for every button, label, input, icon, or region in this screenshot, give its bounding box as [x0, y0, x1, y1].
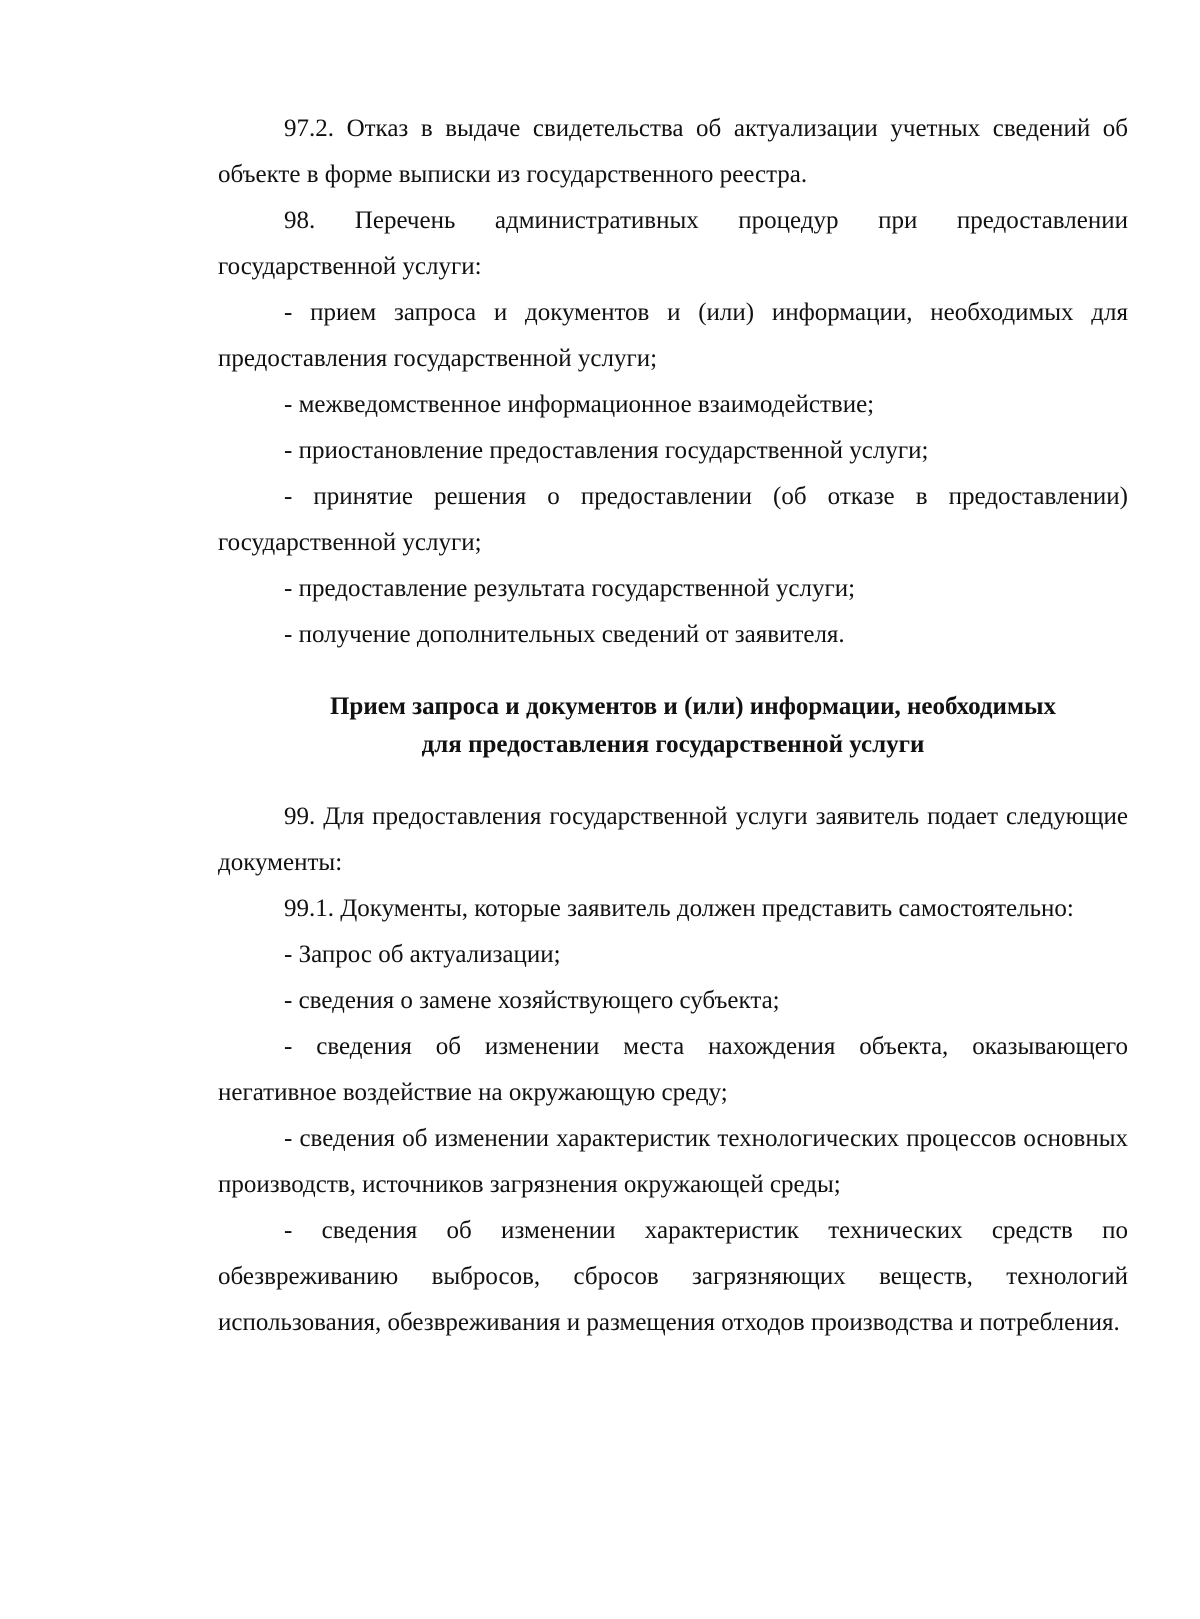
list-item-suspension: - приостановление предоставления государственной услуги; [284, 437, 929, 464]
section-heading [218, 688, 1128, 764]
list-item-result: - предоставление результата государственной услуги; [284, 575, 856, 602]
section-heading-line-1: Прием запроса и документов и (или) информации, необходимых [329, 693, 1056, 720]
list-item-request: - Запрос об актуализации; [284, 941, 561, 968]
list-item-entity-change: - сведения о замене хозяйствующего субъекта; [284, 987, 780, 1014]
list-item-interagency: - межведомственное информационное взаимодействие; [284, 391, 875, 418]
paragraph-99-1: 99.1. Документы, которые заявитель должен представить самостоятельно: [284, 895, 1074, 922]
list-item-equipment-change: - сведения об изменении характеристик технических средств по обезвреживанию выбросов, сбросов загрязняющих веществ, технологий использования, обезвреживания и размещения отходов производства и потребления. [218, 1217, 1128, 1336]
list-item-decision: - принятие решения о предоставлении (об отказе в предоставлении) государственной услуги; [218, 483, 1128, 556]
list-item-location-change: - сведения об изменении места нахождения объекта, оказывающего негативное воздействие на окружающую среду; [218, 1033, 1128, 1106]
paragraph-97-2: 97.2. Отказ в выдаче свидетельства об актуализации учетных сведений об объекте в форме выписки из государственного реестра. [218, 115, 1128, 188]
list-item-reception: - прием запроса и документов и (или) информации, необходимых для предоставления государственной услуги; [218, 299, 1128, 372]
section-heading-line-2: для предоставления государственной услуги [421, 731, 925, 758]
paragraph-99: 99. Для предоставления государственной услуги заявитель подает следующие документы: [218, 803, 1128, 876]
paragraph-98: 98. Перечень административных процедур при предоставлении государственной услуги: [218, 207, 1128, 280]
list-item-additional-info: - получение дополнительных сведений от заявителя. [284, 621, 845, 648]
document-body [218, 106, 1128, 1346]
list-item-process-change: - сведения об изменении характеристик технологических процессов основных производств, источников загрязнения окружающей среды; [218, 1125, 1128, 1198]
